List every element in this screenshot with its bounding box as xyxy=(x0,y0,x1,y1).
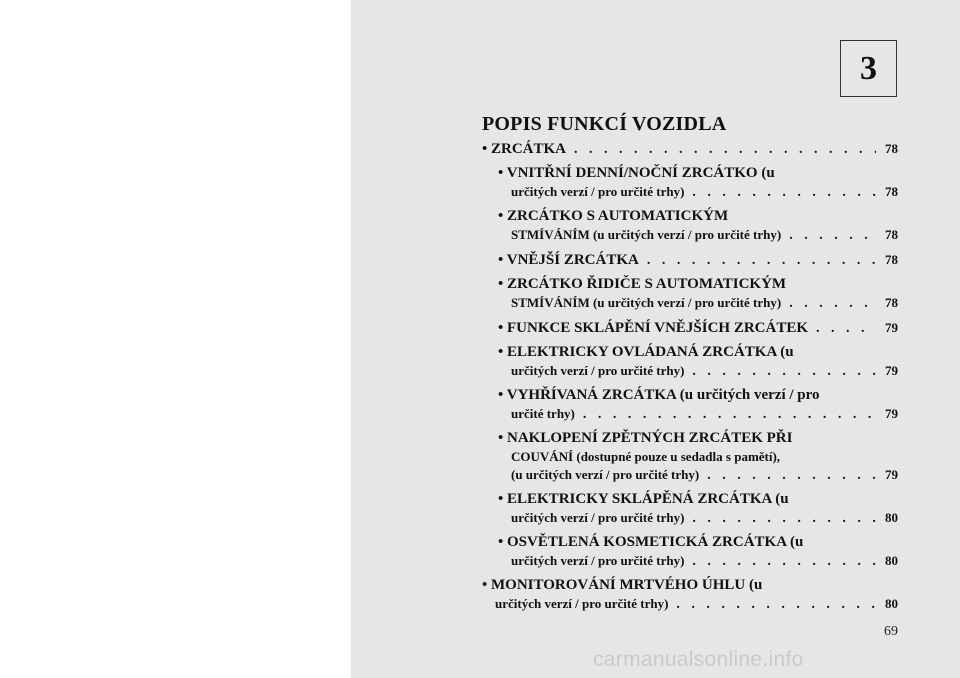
dot-leader xyxy=(574,140,876,159)
dot-leader xyxy=(692,553,876,571)
toc-entry[interactable] xyxy=(482,386,898,424)
toc-entry-page: 78 xyxy=(885,141,898,156)
toc-entry-label: určitých verzí / pro určité trhy) xyxy=(511,510,685,525)
dot-leader xyxy=(789,295,876,313)
toc-entry-page: 80 xyxy=(885,596,898,611)
toc-entry-label: (u určitých verzí / pro určité trhy) xyxy=(511,467,700,482)
toc-entry-page: 78 xyxy=(885,252,898,267)
dot-leader xyxy=(692,363,876,381)
toc-entry-label: určitých verzí / pro určité trhy) xyxy=(495,596,669,611)
toc-entry-page: 78 xyxy=(885,227,898,242)
toc-entry-label: STMÍVÁNÍM (u určitých verzí / pro určité trhy) xyxy=(511,295,782,310)
toc-entry-label: • ELEKTRICKY SKLÁPĚNÁ ZRCÁTKA (u xyxy=(498,491,789,507)
toc-entries xyxy=(482,139,898,614)
toc-entry[interactable] xyxy=(482,250,898,270)
dot-leader xyxy=(707,467,876,485)
dot-leader xyxy=(816,319,876,338)
toc-entry[interactable] xyxy=(482,490,898,528)
toc-entry[interactable] xyxy=(482,275,898,313)
chapter-number-box xyxy=(840,40,897,97)
dot-leader xyxy=(676,596,876,614)
toc-entry-page: 80 xyxy=(885,553,898,568)
toc-entry-label: STMÍVÁNÍM (u určitých verzí / pro určité trhy) xyxy=(511,227,782,242)
toc-entry-page: 79 xyxy=(885,320,898,335)
toc-entry-page: 79 xyxy=(885,406,898,421)
toc-entry-label: • OSVĚTLENÁ KOSMETICKÁ ZRCÁTKA (u xyxy=(498,534,804,550)
toc-entry-page: 79 xyxy=(885,363,898,378)
toc-entry[interactable] xyxy=(482,139,898,159)
toc-entry[interactable] xyxy=(482,533,898,571)
toc-entry-label: • FUNKCE SKLÁPĚNÍ VNĚJŠÍCH ZRCÁTEK xyxy=(498,320,809,336)
toc-entry-label: • MONITOROVÁNÍ MRTVÉHO ÚHLU (u xyxy=(482,577,763,593)
toc-entry[interactable] xyxy=(482,343,898,381)
page-number: 69 xyxy=(884,624,898,639)
toc-entry-label: • NAKLOPENÍ ZPĚTNÝCH ZRCÁTEK PŘI xyxy=(498,430,793,446)
toc-entry-page: 78 xyxy=(885,295,898,310)
dot-leader xyxy=(692,184,876,202)
table-of-contents xyxy=(482,112,898,614)
toc-entry-label: • VNITŘNÍ DENNÍ/NOČNÍ ZRCÁTKO (u xyxy=(498,165,775,181)
toc-entry-label: • ELEKTRICKY OVLÁDANÁ ZRCÁTKA (u xyxy=(498,344,794,360)
toc-entry-page: 78 xyxy=(885,184,898,199)
dot-leader xyxy=(583,406,876,424)
blank-left-page xyxy=(0,0,351,678)
toc-entry-label: • ZRCÁTKA xyxy=(482,141,567,157)
toc-title: POPIS FUNKCÍ VOZIDLA xyxy=(482,113,727,135)
toc-entry-label: určité trhy) xyxy=(511,406,575,421)
chapter-number: 3 xyxy=(860,49,877,87)
toc-entry-label: určitých verzí / pro určité trhy) xyxy=(511,184,685,199)
toc-entry[interactable] xyxy=(482,429,898,485)
toc-entry-label: • VNĚJŠÍ ZRCÁTKA xyxy=(498,252,639,268)
toc-entry-page: 80 xyxy=(885,510,898,525)
dot-leader xyxy=(692,510,876,528)
toc-entry-label: • VYHŘÍVANÁ ZRCÁTKA (u určitých verzí / pro xyxy=(498,387,820,403)
toc-entry-label: určitých verzí / pro určité trhy) xyxy=(511,553,685,568)
toc-entry-label: COUVÁNÍ (dostupné pouze u sedadla s pamětí), xyxy=(511,449,781,464)
toc-entry[interactable] xyxy=(482,576,898,614)
toc-entry[interactable] xyxy=(482,207,898,245)
toc-entry[interactable] xyxy=(482,164,898,202)
toc-entry-label: • ZRCÁTKO S AUTOMATICKÝM xyxy=(498,208,729,224)
watermark: carmanualsonline.info xyxy=(593,648,804,671)
dot-leader xyxy=(647,251,876,270)
toc-entry[interactable] xyxy=(482,318,898,338)
toc-entry-label: určitých verzí / pro určité trhy) xyxy=(511,363,685,378)
toc-entry-page: 79 xyxy=(885,467,898,482)
toc-entry-label: • ZRCÁTKO ŘIDIČE S AUTOMATICKÝM xyxy=(498,276,787,292)
dot-leader xyxy=(789,227,876,245)
